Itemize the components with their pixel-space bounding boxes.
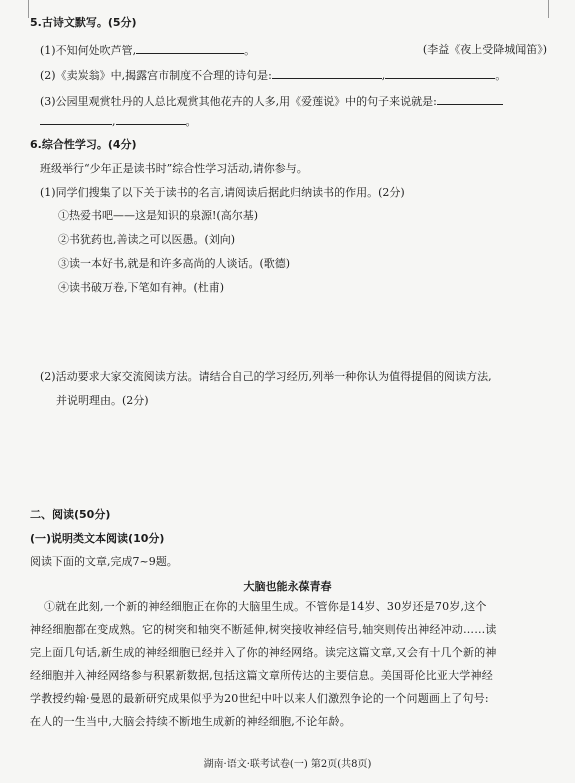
q6-title: 6.综合性学习。(4分) xyxy=(30,138,137,151)
q5-item2-prefix: (2)《卖炭翁》中,揭露宫市制度不合理的诗句是: xyxy=(40,69,272,82)
article-line: ①就在此刻,一个新的神经细胞正在你的大脑里生成。不管你是14岁、30岁还是70岁,这个 xyxy=(44,600,487,613)
page-corner-mark-right xyxy=(548,0,549,18)
q5-item2-mid: , xyxy=(381,69,386,82)
article-line: 经细胞并入神经网络参与积累新数据,包括这篇文章所传达的主要信息。美国哥伦比亚大学神经 xyxy=(30,669,493,682)
q6-quote-4: ④读书破万卷,下笔如有神。(杜甫) xyxy=(58,281,225,294)
q5-item3-answer-blank-3[interactable] xyxy=(116,114,186,125)
q5-item2-answer-blank-2[interactable] xyxy=(385,68,495,79)
q6-item1: (1)同学们搜集了以下关于读书的名言,请阅读后据此归纳读书的作用。(2分) xyxy=(40,186,405,199)
article-line: 神经细胞都在变成熟。它的树突和轴突不断延伸,树突接收神经信号,轴突则传出神经冲动……读 xyxy=(30,623,497,636)
q5-item1-answer-blank[interactable] xyxy=(136,43,244,54)
q5-item2-suffix: 。 xyxy=(495,69,507,82)
q6-item2-line2: 并说明理由。(2分) xyxy=(56,394,149,407)
section2-title: 二、阅读(50分) xyxy=(30,508,111,521)
q5-item3 xyxy=(40,94,503,109)
q5-item3-cont xyxy=(40,114,197,129)
q6-quote-2: ②书犹药也,善读之可以医愚。(刘向) xyxy=(58,233,236,246)
q5-item1 xyxy=(40,43,255,58)
page-footer: 湖南·语文·联考试卷(一) 第2页(共8页) xyxy=(203,759,372,770)
q5-item3-suffix: 。 xyxy=(185,115,197,128)
section2-subtitle: (一)说明类文本阅读(10分) xyxy=(30,532,165,545)
q5-item2-answer-blank-1[interactable] xyxy=(272,68,382,79)
q6-intro: 班级举行“少年正是读书时”综合性学习活动,请你参与。 xyxy=(40,162,308,175)
article-paragraph-1 xyxy=(30,595,550,733)
article-title: 大脑也能永葆青春 xyxy=(243,580,332,593)
article-line: 完上面几句话,新生成的神经细胞已经并入了你的神经网络。读完这篇文章,又会有十几个新的神 xyxy=(30,646,497,659)
q6-quote-1: ①热爱书吧——这是知识的泉源!(高尔基) xyxy=(58,209,259,222)
q5-item3-answer-blank-2[interactable] xyxy=(40,114,112,125)
q5-item3-mid: , xyxy=(112,115,116,128)
q6-quote-3: ③读一本好书,就是和许多高尚的人谈话。(歌德) xyxy=(58,257,291,270)
section2-instruction: 阅读下面的文章,完成7~9题。 xyxy=(30,555,178,568)
page-corner-mark-left xyxy=(28,0,29,18)
q5-item3-text: (3)公园里观赏牡丹的人总比观赏其他花卉的人多,用《爱莲说》中的句子来说就是: xyxy=(40,95,437,108)
q5-title: 5.古诗文默写。(5分) xyxy=(30,16,137,29)
q5-item1-suffix: 。 xyxy=(244,44,256,57)
q5-item1-source: (李益《夜上受降城闻笛》) xyxy=(422,43,547,56)
q5-item3-answer-blank-1[interactable] xyxy=(437,94,503,105)
article-line: 在人的一生当中,大脑会持续不断地生成新的神经细胞,不论年龄。 xyxy=(30,715,351,728)
q6-item2-line1: (2)活动要求大家交流阅读方法。请结合自己的学习经历,列举一种你认为值得提倡的阅读方法, xyxy=(40,370,492,383)
q5-item1-prefix: (1)不知何处吹芦管, xyxy=(40,44,137,57)
article-line: 学教授约翰·曼恩的最新研究成果似乎为20世纪中叶以来人们激烈争论的一个问题画上了句号: xyxy=(30,692,489,705)
q5-item2 xyxy=(40,68,506,83)
